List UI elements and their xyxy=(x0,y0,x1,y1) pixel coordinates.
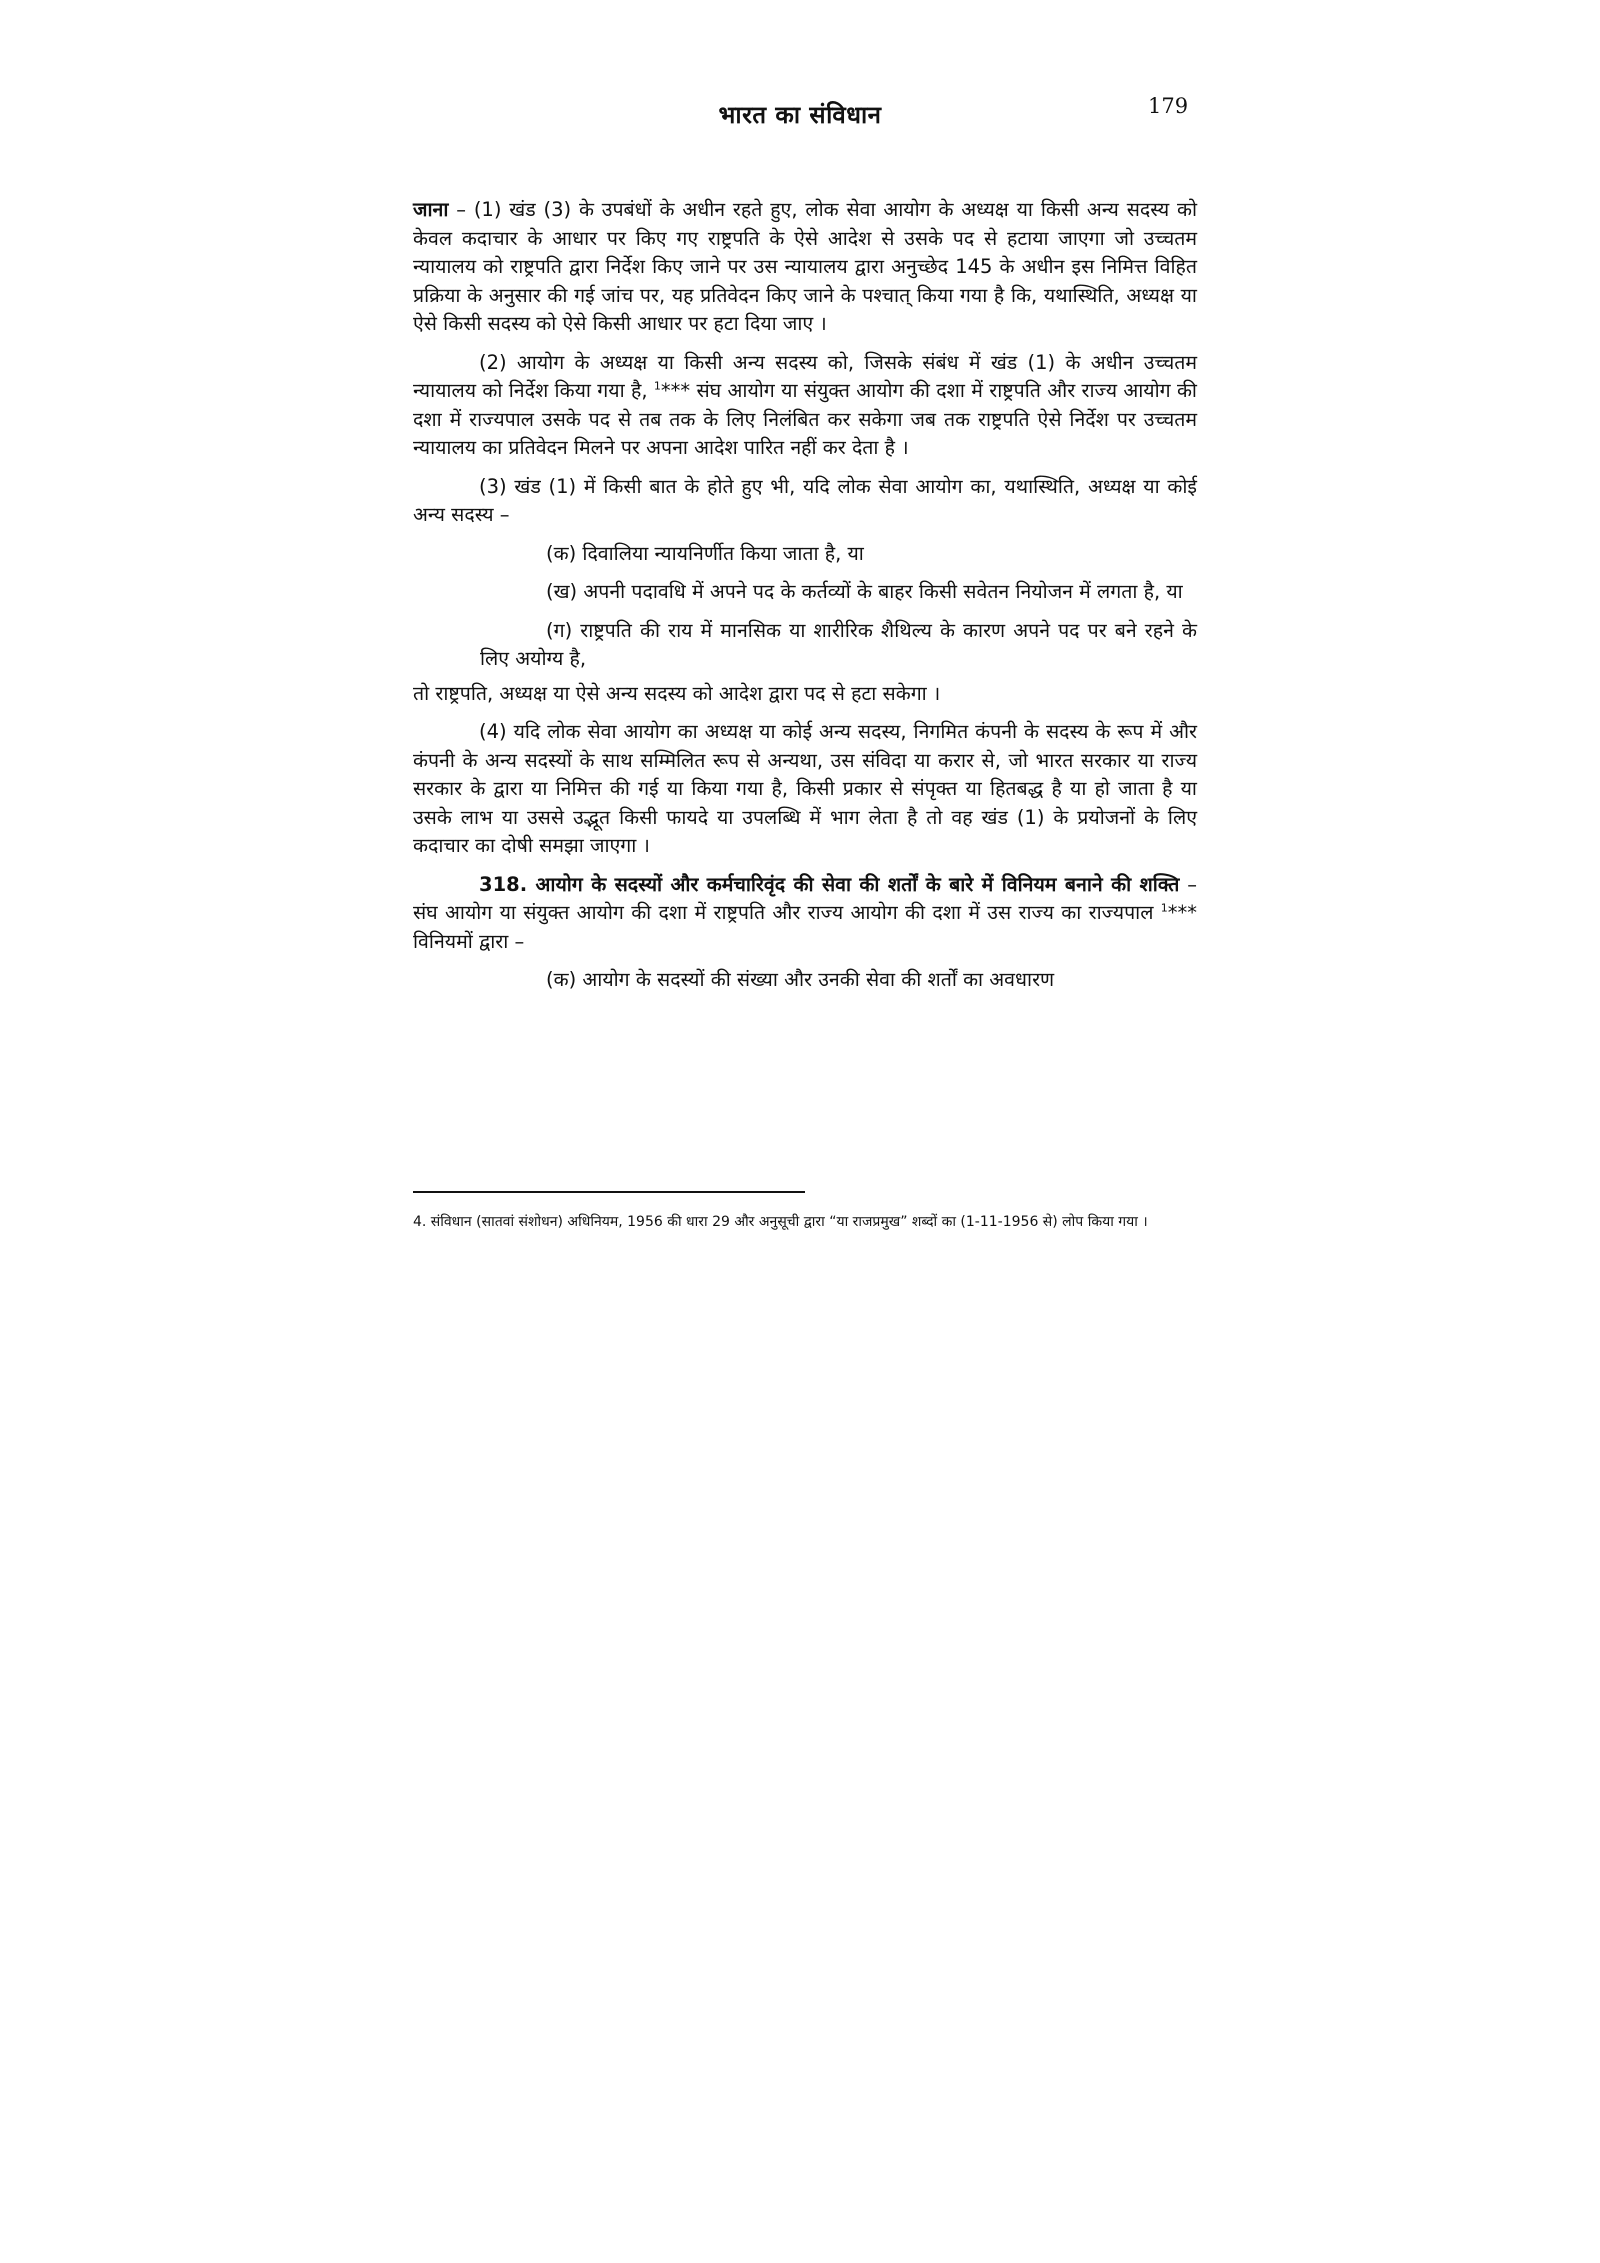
paragraph-clause-3-conclusion: तो राष्ट्रपति, अध्यक्ष या ऐसे अन्य सदस्य को आदेश द्वारा पद से हटा सकेगा । xyxy=(413,681,941,705)
paragraph-text: *** संघ आयोग या संयुक्त आयोग की दशा में राष्ट्रपति और राज्य आयोग की दशा में राज्यपाल उसके पद से तब तक के लिए निलंबित कर सकेगा जब तक राष्ट्रपति ऐसे निर्देश पर उच्चतम न्यायालय का प्रतिवेदन मिलने पर अपना आदेश पारित नहीं कर देता है । xyxy=(413,379,1197,459)
paragraph-text: *** विनियमों द्वारा – xyxy=(413,901,1197,953)
footnote: 4. संविधान (सातवां संशोधन) अधिनियम, 1956 की धारा 29 और अनुसूची द्वारा “या राजप्रमुख” शब्दों का (1-11-1956 से) लोप किया गया । xyxy=(413,1214,1148,1230)
paragraph-clause-1 xyxy=(413,196,1197,339)
paragraph-clause-2 xyxy=(413,349,1197,463)
sub-clause-c: (ग) राष्ट्रपति की राय में मानसिक या शारीरिक शैथिल्य के कारण अपने पद पर बने रहने के लिए अयोग्य है, xyxy=(480,618,1197,670)
paragraph-text: (2) आयोग के अध्यक्ष या किसी अन्य सदस्य को, जिसके संबंध में खंड (1) के अधीन उच्चतम न्यायालय को निर्देश किया गया है, xyxy=(413,350,1197,402)
page-header xyxy=(0,94,1600,138)
paragraph-clause-4: (4) यदि लोक सेवा आयोग का अध्यक्ष या कोई अन्य सदस्य, निगमित कंपनी के सदस्य के रूप में और कंपनी के अन्य सदस्यों के साथ सम्मिलित रूप से अन्यथा, उस संविदा या करार से, जो भारत सरकार या राज्य सरकार के द्वारा या निमित्त की गई या किया गया है, किसी प्रकार से संपृक्त या हितबद्ध है या हो जाता है या उसके लाभ या उससे उद्भूत किसी फायदे या उपलब्धि में भाग लेता है तो वह खंड (1) के प्रयोजनों के लिए कदाचार का दोषी समझा जाएगा । xyxy=(413,720,1197,857)
sub-clause-a: (क) दिवालिया न्यायनिर्णीत किया जाता है, या xyxy=(546,541,864,565)
page-number: 179 xyxy=(1148,94,1189,118)
sub-clause-b: (ख) अपनी पदावधि में अपने पद के कर्तव्यों के बाहर किसी सवेतन नियोजन में लगता है, या xyxy=(546,580,1183,603)
paragraph-text: – (1) खंड (3) के उपबंधों के अधीन रहते हुए, लोक सेवा आयोग के अध्यक्ष या किसी अन्य सदस्य को केवल कदाचार के आधार पर किए गए राष्ट्रपति के ऐसे आदेश से उसके पद से हटाया जाएगा जो उच्चतम न्यायालय को राष्ट्रपति द्वारा निर्देश किए जाने पर उस न्यायालय द्वारा अनुच्छेद 145 के अधीन इस निमित्त विहित प्रक्रिया के अनुसार की गई जांच पर, यह प्रतिवेदन किए जाने के पश्चात् किया गया है कि, यथास्थिति, अध्यक्ष या ऐसे किसी सदस्य को ऐसे किसी आधार पर हटा दिया जाए । xyxy=(413,198,1197,335)
article-318-sub-clause-a: (क) आयोग के सदस्यों की संख्या और उनकी सेवा की शर्तों का अवधारण xyxy=(546,968,1055,991)
paragraph-clause-3: (3) खंड (1) में किसी बात के होते हुए भी, यदि लोक सेवा आयोग का, यथास्थिति, अध्यक्ष या कोई अन्य सदस्य – xyxy=(413,474,1197,526)
footnote-reference: 1 xyxy=(1160,901,1168,915)
footnote-divider xyxy=(413,1191,805,1193)
footnote-reference: 1 xyxy=(653,379,661,393)
article-318 xyxy=(413,871,1197,957)
body-text xyxy=(413,196,1197,1005)
paragraph-lead-word: जाना xyxy=(413,198,449,221)
paragraph-text: – संघ आयोग या संयुक्त आयोग की दशा में राष्ट्रपति और राज्य आयोग की दशा में उस राज्य का राज्यपाल xyxy=(413,872,1198,924)
page-title: भारत का संविधान xyxy=(718,101,882,129)
article-heading: 318. आयोग के सदस्यों और कर्मचारिवृंद की सेवा की शर्तों के बारे में विनियम बनाने की शक्ति xyxy=(479,872,1180,896)
